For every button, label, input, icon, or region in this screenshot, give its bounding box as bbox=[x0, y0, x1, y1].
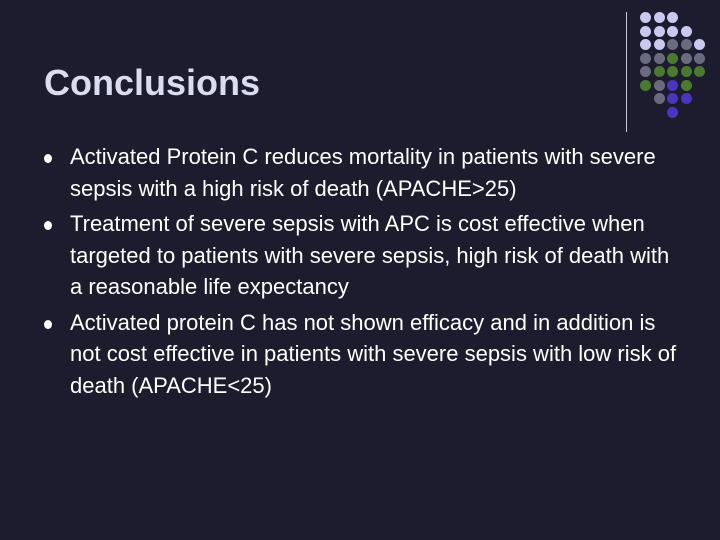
decorative-dot bbox=[640, 39, 651, 50]
decorative-dot bbox=[640, 66, 651, 77]
decorative-dot bbox=[667, 80, 678, 91]
decorative-dot bbox=[681, 26, 692, 37]
decorative-dot bbox=[654, 93, 665, 104]
decorative-dot bbox=[640, 12, 651, 23]
decorative-dot bbox=[667, 39, 678, 50]
decorative-dot bbox=[667, 53, 678, 64]
decorative-dot bbox=[654, 53, 665, 64]
decorative-dot bbox=[694, 53, 705, 64]
decorative-dot bbox=[667, 93, 678, 104]
decorative-dot bbox=[667, 66, 678, 77]
bullet-icon bbox=[44, 320, 52, 329]
decorative-dot bbox=[667, 107, 678, 118]
decorative-dot bbox=[654, 26, 665, 37]
bullet-text: Activated Protein C reduces mortality in patients with severe sepsis with a high risk of death (APACHE>25) bbox=[70, 144, 656, 201]
decorative-dot-grid bbox=[640, 12, 720, 122]
bullet-icon bbox=[44, 154, 52, 163]
decorative-dot bbox=[694, 39, 705, 50]
bullet-item bbox=[44, 141, 684, 204]
bullet-text: Treatment of severe sepsis with APC is cost effective when targeted to patients with severe sepsis, high risk of death with a reasonable life expectancy bbox=[70, 211, 670, 299]
bullet-text: Activated protein C has not shown efficacy and in addition is not cost effective in patients with severe sepsis with low risk of death (APACHE<25) bbox=[70, 309, 677, 398]
bullet-item bbox=[44, 307, 684, 402]
decorative-dot bbox=[654, 80, 665, 91]
decorative-dot bbox=[681, 39, 692, 50]
decorative-dot bbox=[640, 26, 651, 37]
decorative-dot bbox=[681, 80, 692, 91]
decorative-dot bbox=[667, 26, 678, 37]
decorative-dot bbox=[640, 53, 651, 64]
title-divider-line bbox=[626, 12, 627, 132]
bullet-item bbox=[44, 208, 684, 303]
bullet-list bbox=[44, 141, 684, 405]
decorative-dot bbox=[681, 66, 692, 77]
decorative-dot bbox=[654, 39, 665, 50]
decorative-dot bbox=[694, 66, 705, 77]
decorative-dot bbox=[654, 66, 665, 77]
decorative-dot bbox=[681, 93, 692, 104]
bullet-icon bbox=[44, 221, 52, 230]
slide-title: Conclusions bbox=[44, 62, 261, 103]
decorative-dot bbox=[654, 12, 665, 23]
decorative-dot bbox=[681, 53, 692, 64]
decorative-dot bbox=[640, 80, 651, 91]
decorative-dot bbox=[667, 12, 678, 23]
